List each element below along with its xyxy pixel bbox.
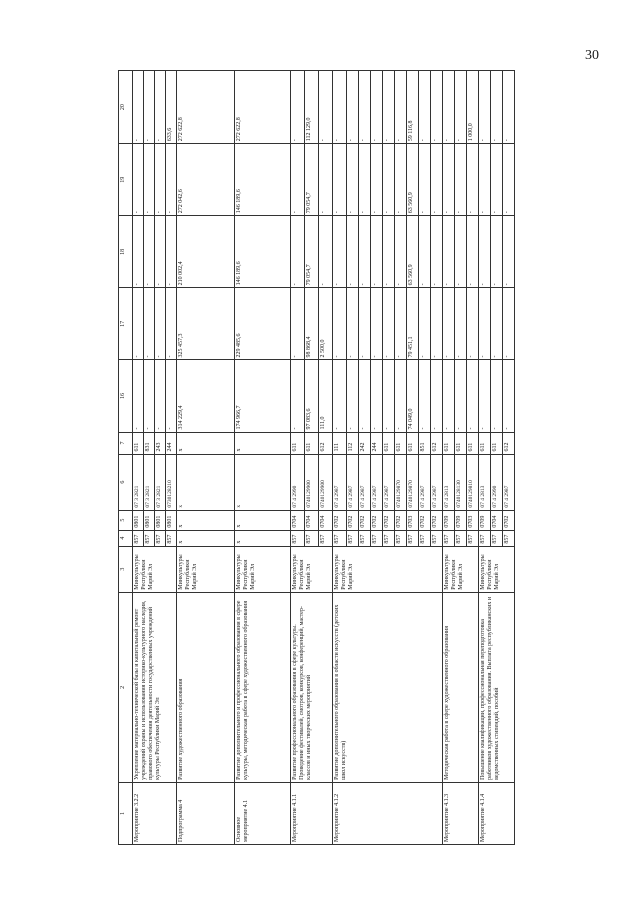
cell-c6: 0740129810	[467, 454, 479, 510]
cell-c16: -	[371, 360, 383, 432]
cell-c6: 07 4 2813	[443, 454, 455, 510]
cell-c5: 0702	[347, 510, 359, 530]
cell-c7: х	[177, 432, 235, 454]
cell-c4: 857	[305, 530, 319, 546]
cell-c6: 07 4 2987	[359, 454, 371, 510]
cell-c18: -	[455, 216, 467, 288]
cell-c19: -	[383, 144, 395, 216]
cell-c17: -	[419, 288, 431, 360]
cell-c17: -	[166, 288, 177, 360]
cell-c4: 857	[291, 530, 305, 546]
cell-c18: -	[347, 216, 359, 288]
cell-c16: -	[155, 360, 166, 432]
cell-c18: -	[291, 216, 305, 288]
cell-c5: 0801	[155, 510, 166, 530]
cell-c6: 0740129870	[395, 454, 407, 510]
cell-c20: -	[395, 71, 407, 144]
cell-c20: -	[371, 71, 383, 144]
cell-c18: 79 054,7	[305, 216, 319, 288]
cell-c6: 07 4 2990	[291, 454, 305, 510]
cell-c6: 07 3 2821	[144, 454, 155, 510]
cell-c17: -	[371, 288, 383, 360]
cell-c19: 146 189,6	[235, 144, 291, 216]
cell-c4: 857	[503, 530, 515, 546]
header-col-20: 20	[119, 71, 133, 144]
cell-c18: -	[359, 216, 371, 288]
cell-c18: -	[467, 216, 479, 288]
cell-c7: 851	[419, 432, 431, 454]
cell-c17: -	[455, 288, 467, 360]
header-col-18: 18	[119, 216, 133, 288]
cell-c20: 59 116,8	[407, 71, 419, 144]
cell-c5: 0704	[491, 510, 503, 530]
cell-c18: 210 002,4	[177, 216, 235, 288]
cell-c3: Минкультуры Республики Марий Эл	[291, 546, 333, 592]
cell-c16: -	[443, 360, 455, 432]
cell-c2: Развитие профессионального образования в сфере культуры. Проведение фестивалей, смотров, конкурсов, конференций, мастер-классов и иных творческих мероприятий	[291, 592, 333, 782]
cell-c20: -	[479, 71, 491, 144]
cell-c20: -	[155, 71, 166, 144]
cell-c18: -	[333, 216, 347, 288]
cell-c17: -	[503, 288, 515, 360]
cell-c20: -	[491, 71, 503, 144]
cell-c6: х	[235, 454, 291, 510]
cell-c19: -	[371, 144, 383, 216]
cell-c5: 0801	[166, 510, 177, 530]
header-col-5: 5	[119, 510, 133, 530]
cell-c7: 244	[371, 432, 383, 454]
table-row	[235, 71, 291, 845]
cell-c19: -	[431, 144, 443, 216]
cell-c16: -	[455, 360, 467, 432]
cell-c7: 611	[443, 432, 455, 454]
cell-c19: -	[319, 144, 333, 216]
cell-c19: -	[155, 144, 166, 216]
cell-c17: -	[479, 288, 491, 360]
cell-c20: -	[443, 71, 455, 144]
page-number: 30	[585, 48, 599, 63]
cell-c20: -	[431, 71, 443, 144]
cell-c7: 612	[319, 432, 333, 454]
cell-c4: 857	[333, 530, 347, 546]
cell-c6: 07 4 2987	[333, 454, 347, 510]
cell-c19: -	[491, 144, 503, 216]
cell-c6: х	[177, 454, 235, 510]
cell-c16: -	[431, 360, 443, 432]
cell-c7: 611	[133, 432, 144, 454]
cell-c4: х	[177, 530, 235, 546]
cell-c7: 242	[359, 432, 371, 454]
cell-c6: 07 4 2990	[491, 454, 503, 510]
cell-c3: Минкультуры Республики Марий Эл	[235, 546, 291, 592]
cell-c19: -	[347, 144, 359, 216]
table-body	[133, 71, 515, 845]
cell-c19: -	[443, 144, 455, 216]
cell-c7: х	[235, 432, 291, 454]
budget-table	[118, 70, 515, 845]
cell-c16: -	[419, 360, 431, 432]
cell-c16: -	[359, 360, 371, 432]
cell-c5: 0702	[383, 510, 395, 530]
header-col-19: 19	[119, 144, 133, 216]
header-col-6: 6	[119, 454, 133, 510]
cell-c6: 07 3 2821	[133, 454, 144, 510]
cell-c5: 0702	[395, 510, 407, 530]
cell-c18: -	[491, 216, 503, 288]
cell-c7: 611	[383, 432, 395, 454]
cell-c17: 98 868,4	[305, 288, 319, 360]
cell-c16: -	[333, 360, 347, 432]
cell-c3: Минкультуры Республики Марий Эл	[443, 546, 479, 592]
cell-c4: 857	[419, 530, 431, 546]
cell-c17: -	[133, 288, 144, 360]
cell-c17: -	[467, 288, 479, 360]
cell-c4: 857	[407, 530, 419, 546]
cell-c19: 79 054,7	[305, 144, 319, 216]
cell-c4: 857	[383, 530, 395, 546]
cell-c6: 07 3 2821	[155, 454, 166, 510]
cell-c17: -	[347, 288, 359, 360]
cell-c18: -	[419, 216, 431, 288]
cell-c5: 0702	[333, 510, 347, 530]
header-col-16: 16	[119, 360, 133, 432]
cell-c17: -	[491, 288, 503, 360]
cell-c7: 243	[155, 432, 166, 454]
table-header	[119, 71, 133, 845]
cell-c20: -	[333, 71, 347, 144]
cell-c18: -	[503, 216, 515, 288]
cell-c4: 857	[347, 530, 359, 546]
cell-c1: Мероприятие 4.1.1	[291, 782, 333, 844]
cell-c20: -	[291, 71, 305, 144]
cell-c17: -	[144, 288, 155, 360]
cell-c17: -	[383, 288, 395, 360]
header-col-1: 1	[119, 782, 133, 844]
cell-c6: 0740129870	[407, 454, 419, 510]
cell-c19: -	[503, 144, 515, 216]
cell-c20: 272 622,8	[235, 71, 291, 144]
cell-c16: -	[503, 360, 515, 432]
cell-c19: -	[419, 144, 431, 216]
cell-c5: 0703	[467, 510, 479, 530]
table-row	[133, 71, 144, 845]
cell-c4: 857	[166, 530, 177, 546]
cell-c4: 857	[455, 530, 467, 546]
cell-c2: Развитие дополнительного и профессионального образования в сфере культуры, методическая работа в сфере художественного образования	[235, 592, 291, 782]
cell-c17: 79 451,1	[407, 288, 419, 360]
cell-c4: 857	[491, 530, 503, 546]
cell-c1: Подпрограмма 4	[177, 782, 235, 844]
cell-c19: -	[359, 144, 371, 216]
cell-c7: 611	[491, 432, 503, 454]
cell-c16: 314 229,4	[177, 360, 235, 432]
cell-c5: 0702	[371, 510, 383, 530]
cell-c16: 174 966,7	[235, 360, 291, 432]
cell-c7: 611	[455, 432, 467, 454]
cell-c5: 0702	[359, 510, 371, 530]
cell-c20: -	[503, 71, 515, 144]
cell-c7: 611	[291, 432, 305, 454]
cell-c16: -	[467, 360, 479, 432]
cell-c6: 0740128130	[455, 454, 467, 510]
table-row	[479, 71, 491, 845]
cell-c19: -	[479, 144, 491, 216]
cell-c17: -	[431, 288, 443, 360]
cell-c1: Мероприятие 4.1.4	[479, 782, 515, 844]
cell-c19: -	[395, 144, 407, 216]
cell-c7: 112	[347, 432, 359, 454]
cell-c20: -	[144, 71, 155, 144]
cell-c18: -	[319, 216, 333, 288]
header-col-7: 7	[119, 432, 133, 454]
cell-c16: -	[291, 360, 305, 432]
cell-c5: х	[235, 510, 291, 530]
cell-c6: 0740129900	[319, 454, 333, 510]
cell-c18: -	[383, 216, 395, 288]
header-col-4: 4	[119, 530, 133, 546]
cell-c17: -	[291, 288, 305, 360]
cell-c5: 0702	[431, 510, 443, 530]
cell-c4: 857	[479, 530, 491, 546]
cell-c6: 0730128210	[166, 454, 177, 510]
cell-c5: 0709	[443, 510, 455, 530]
cell-c5: 0709	[455, 510, 467, 530]
cell-c5: 0709	[479, 510, 491, 530]
cell-c16: -	[166, 360, 177, 432]
cell-c5: 0704	[291, 510, 305, 530]
cell-c18: -	[371, 216, 383, 288]
header-col-2: 2	[119, 592, 133, 782]
cell-c4: 857	[395, 530, 407, 546]
cell-c20: -	[347, 71, 359, 144]
cell-c18: 63 560,9	[407, 216, 419, 288]
cell-c17: -	[359, 288, 371, 360]
cell-c3: Минкультуры Республики Марий Эл	[333, 546, 443, 592]
cell-c5: 0704	[305, 510, 319, 530]
cell-c7: 611	[479, 432, 491, 454]
cell-c1: Мероприятие 3.2.2	[133, 782, 177, 844]
table-row	[333, 71, 347, 845]
cell-c17: -	[443, 288, 455, 360]
cell-c20: 633,6	[166, 71, 177, 144]
cell-c2: Повышение квалификации, профессиональная переподготовка работников художественного образования. Выплата республиканских и ведомственных стипендий, пособий	[479, 592, 515, 782]
cell-c4: 857	[431, 530, 443, 546]
cell-c16: -	[395, 360, 407, 432]
cell-c7: 831	[144, 432, 155, 454]
cell-c6: 07 4 2987	[431, 454, 443, 510]
cell-c19: 63 560,9	[407, 144, 419, 216]
cell-c6: 07 4 2987	[347, 454, 359, 510]
cell-c2: Укрепление материально-технической базы и капитальный ремонт учреждений охраны и использования историко-культурного наследия, правового обеспечения деятельности государственных учреждений культуры Республики Марий Эл	[133, 592, 177, 782]
cell-c18: -	[395, 216, 407, 288]
cell-c16: 74 049,0	[407, 360, 419, 432]
cell-c6: 0740129900	[305, 454, 319, 510]
cell-c7: 611	[395, 432, 407, 454]
cell-c18: -	[155, 216, 166, 288]
cell-c19: -	[166, 144, 177, 216]
cell-c19: -	[467, 144, 479, 216]
header-col-3: 3	[119, 546, 133, 592]
cell-c20: 272 622,8	[177, 71, 235, 144]
cell-c2: Развитие дополнительного образования в области искусств (детских школ искусств)	[333, 592, 443, 782]
cell-c1: Основное мероприятие 4.1	[235, 782, 291, 844]
cell-c7: 611	[305, 432, 319, 454]
cell-c6: 07 4 2987	[419, 454, 431, 510]
cell-c17: 325 457,3	[177, 288, 235, 360]
cell-c4: 857	[371, 530, 383, 546]
cell-c16: -	[491, 360, 503, 432]
cell-c3: Минкультуры Республики Марий Эл	[479, 546, 515, 592]
header-col-17: 17	[119, 288, 133, 360]
cell-c7: 244	[166, 432, 177, 454]
cell-c4: 857	[133, 530, 144, 546]
cell-c17: -	[155, 288, 166, 360]
cell-c5: 0702	[503, 510, 515, 530]
cell-c4: 857	[144, 530, 155, 546]
cell-c5: 0703	[407, 510, 419, 530]
cell-c19: -	[333, 144, 347, 216]
cell-c20: -	[319, 71, 333, 144]
cell-c17: 229 485,6	[235, 288, 291, 360]
cell-c16: 97 083,6	[305, 360, 319, 432]
cell-c18: -	[144, 216, 155, 288]
cell-c2: Развитие художественного образования	[177, 592, 235, 782]
cell-c4: 857	[467, 530, 479, 546]
cell-c4: 857	[319, 530, 333, 546]
cell-c6: 07 4 2987	[371, 454, 383, 510]
cell-c6: 07 4 2813	[479, 454, 491, 510]
cell-c18: -	[166, 216, 177, 288]
cell-c3: Минкультуры Республики Марий Эл	[133, 546, 177, 592]
cell-c5: 0801	[133, 510, 144, 530]
cell-c5: 0704	[319, 510, 333, 530]
cell-c19: -	[455, 144, 467, 216]
cell-c19: 272 042,6	[177, 144, 235, 216]
cell-c4: 857	[443, 530, 455, 546]
cell-c5: х	[177, 510, 235, 530]
cell-c6: 07 4 2987	[383, 454, 395, 510]
cell-c16: -	[133, 360, 144, 432]
cell-c4: 857	[359, 530, 371, 546]
cell-c4: 857	[155, 530, 166, 546]
cell-c18: -	[133, 216, 144, 288]
cell-c16: -	[479, 360, 491, 432]
rotated-table-wrapper	[118, 70, 606, 845]
cell-c6: 07 4 2987	[503, 454, 515, 510]
cell-c7: 111	[333, 432, 347, 454]
cell-c1: Мероприятие 4.1.2	[333, 782, 443, 844]
cell-c17: 2 500,0	[319, 288, 333, 360]
cell-c18: -	[443, 216, 455, 288]
cell-c19: -	[291, 144, 305, 216]
cell-c4: х	[235, 530, 291, 546]
cell-c16: -	[144, 360, 155, 432]
cell-c5: 0801	[144, 510, 155, 530]
cell-c7: 612	[431, 432, 443, 454]
cell-c20: -	[455, 71, 467, 144]
cell-c18: -	[431, 216, 443, 288]
cell-c20: 1 000,0	[467, 71, 479, 144]
cell-c17: -	[395, 288, 407, 360]
cell-c20: 112 129,0	[305, 71, 319, 144]
cell-c18: -	[479, 216, 491, 288]
cell-c1: Мероприятие 4.1.3	[443, 782, 479, 844]
cell-c2: Методическая работа в сфере художественного образования	[443, 592, 479, 782]
cell-c16: -	[347, 360, 359, 432]
cell-c20: -	[383, 71, 395, 144]
cell-c7: 611	[467, 432, 479, 454]
cell-c18: 146 189,6	[235, 216, 291, 288]
table-row	[177, 71, 235, 845]
cell-c17: -	[333, 288, 347, 360]
cell-c20: -	[419, 71, 431, 144]
header-row	[119, 71, 133, 845]
cell-c7: 611	[407, 432, 419, 454]
cell-c19: -	[144, 144, 155, 216]
cell-c20: -	[133, 71, 144, 144]
cell-c3: Минкультуры Республики Марий Эл	[177, 546, 235, 592]
cell-c16: 111,0	[319, 360, 333, 432]
cell-c5: 0702	[419, 510, 431, 530]
cell-c16: -	[383, 360, 395, 432]
cell-c19: -	[133, 144, 144, 216]
table-row	[443, 71, 455, 845]
cell-c7: 612	[503, 432, 515, 454]
cell-c20: -	[359, 71, 371, 144]
table-row	[291, 71, 305, 845]
